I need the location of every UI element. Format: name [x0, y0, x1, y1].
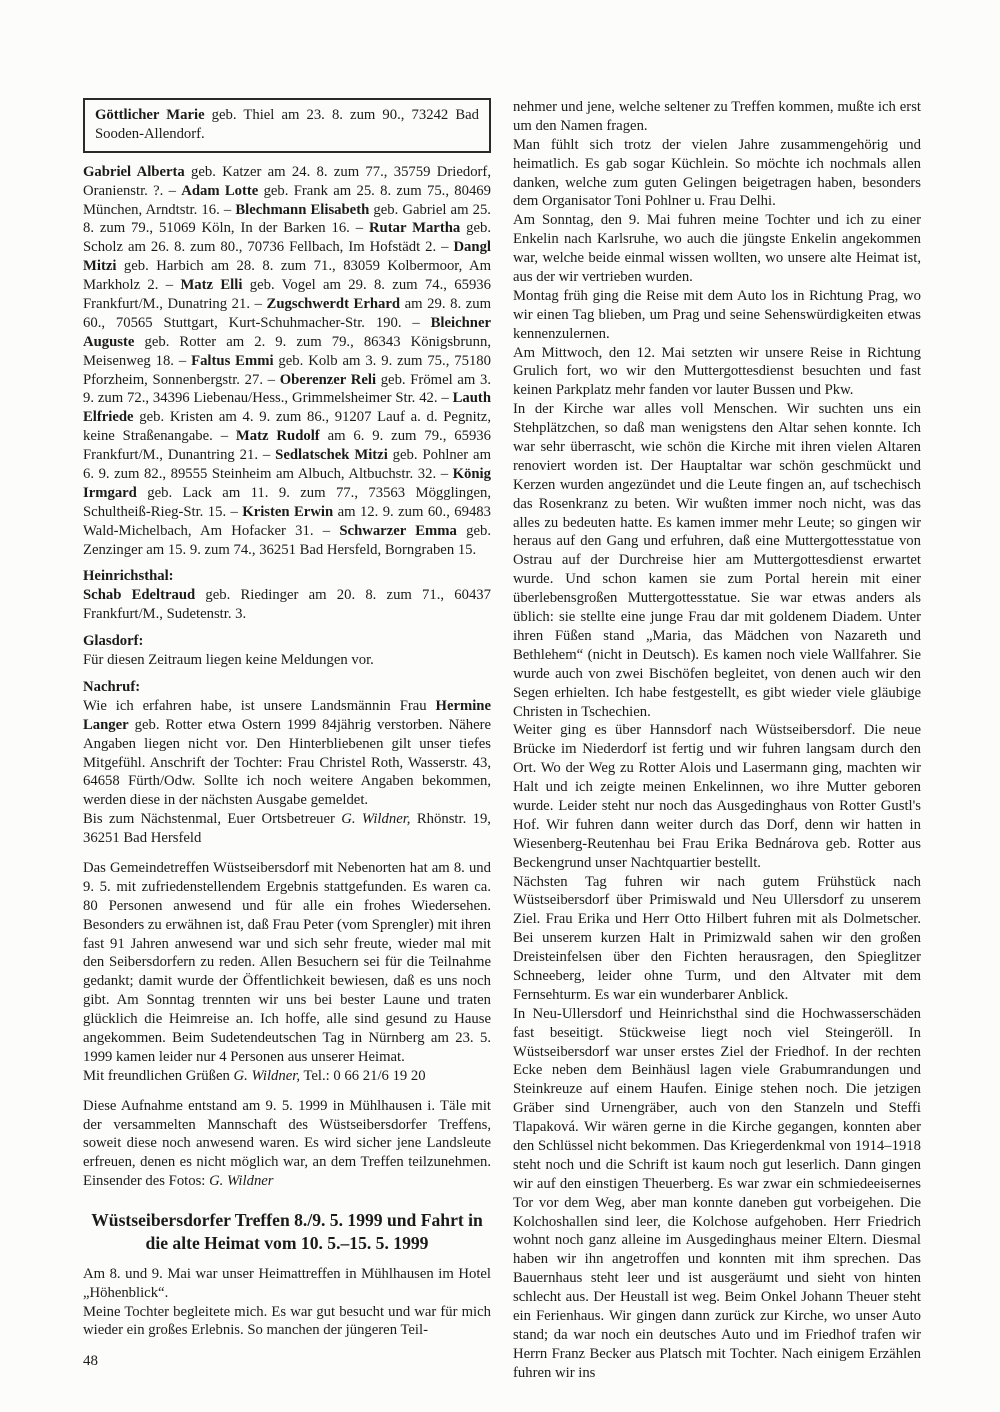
text-run: Diese Aufnahme entstand am 9. 5. 1999 in Mühlhausen i. Täle mit der versammelten Mannschaft des Wüstseibersdorfer Treffens, soweit diese noch anwesend waren. Es wird sicher jene Landsleute erfreuen, denen es nicht möglich war, an dem Treffen teilzunehmen. Einsender des Fotos:	[83, 1097, 491, 1190]
paragraph	[83, 1067, 491, 1086]
paragraph	[83, 810, 491, 848]
emphasized-text: Schab Edeltraud	[83, 587, 196, 604]
text-run: Am Mittwoch, den 12. Mai setzten wir unsere Reise in Richtung Grulich fort, wo wir den Muttergottesdienst besuchten und fast keinen Parkplatz mehr fanden vor lauter Bussen und Pkw.	[513, 344, 921, 399]
emphasized-text: Göttlicher Marie	[95, 107, 205, 123]
text-run: geb. Harbich am 28. 8. zum 71., 83059 Kolbermoor, Am Markholz 2. –	[83, 258, 491, 294]
text-run: geb. Vogel am 29. 8. zum 74., 65936 Frankfurt/M., Dunatring 21. –	[83, 277, 491, 313]
text-run: am 6. 9. zum 79., 65936 Frankfurt/M., Dunantring 21. –	[83, 428, 491, 464]
emphasized-text: Schwarzer Emma	[339, 522, 457, 539]
emphasized-text: Lauth Elfriede	[83, 390, 491, 426]
text-run: geb. Gabriel am 25. 8. zum 79., 51069 Köln, In der Barken 16. –	[83, 201, 491, 237]
article-title: Wüstseibersdorfer Treffen 8./9. 5. 1999 und Fahrt in die alte Heimat vom 10. 5.–15. 5. 1999	[91, 1210, 483, 1253]
italic-text: G. Wildner	[209, 1173, 274, 1190]
text-run: geb. Scholz am 26. 8. zum 80., 70736 Fellbach, Im Hofstädt 2. –	[83, 220, 491, 256]
text-run: Rhönstr. 19, 36251 Bad Hersfeld	[83, 811, 491, 847]
text-run: Das Gemeindetreffen Wüstseibersdorf mit Nebenorten hat am 8. und 9. 5. mit zufriedenstellendem Ergebnis stattgefunden. Es waren ca. 80 Personen anwesend und für alle ein frohes Wiedersehen. Besonders zu erwähnen ist, daß Frau Peter (vom Sprengler) mit ihren fast 91 Jahren anwesend war und sich sehr freute, wieder mal mit den Seibersdorfern zu reden. Allen Besuchern sei für die Teilnahme gedankt; damit wurde der Öffentlichkeit bewiesen, daß es uns noch gibt. Am Sonntag trennten wir uns bei bester Laune und traten glücklich die Heimreise an. Ich hoffe, alle sind gesund zu Hause angekommen. Beim Sudetendeutschen Tag in Nürnberg am 23. 5. 1999 kamen leider nur 4 Personen aus unserer Heimat.	[83, 859, 491, 1065]
emphasized-text: Dangl Mitzi	[83, 239, 491, 275]
paragraph	[513, 1005, 921, 1383]
paragraph	[513, 721, 921, 872]
text-run: geb. Frömel am 3. 9. zum 72., 34396 Liebenau/Hess., Grimmelsheimer Str. 42. –	[83, 371, 492, 407]
section-heading-glasdorf: Glasdorf:	[83, 633, 144, 650]
text-run: am 29. 8. zum 60., 70565 Stuttgart, Kurt-Schuhmacher-Str. 190. –	[83, 296, 491, 331]
text-run: geb. Kristen am 4. 9. zum 86., 91207 Lauf a. d. Pegnitz, keine Straßenangabe. –	[83, 409, 491, 445]
paragraph	[83, 1265, 491, 1303]
gemeindetreffen-report	[83, 859, 491, 1086]
text-run: geb. Rotter etwa Ostern 1999 84jährig verstorben. Nähere Angaben liegen nicht vor. Den Hinterbliebenen gilt unser tiefes Mitgefühl. Anschrift der Tochter: Frau Christel Roth, Wasserstr. 43, 64658 Fürth/Odw. Sollte ich noch weitere Angaben bekommen, werden diese in der nächsten Ausgabe gemeldet.	[83, 716, 491, 809]
paragraph	[513, 136, 921, 212]
heinrichsthal-entry	[83, 586, 491, 624]
text-run: Weiter ging es über Hannsdorf nach Wüstseibersdorf. Die neue Brücke im Niederdorf ist fertig und wir fuhren langsam durch den Ort. Wo der Weg zu Rotter Alois und Lasermann ging, machten wir Halt und ich zeigte meinen Enkelinnen, wo ihre Mutter geboren wurde. Leider steht nur noch das Ausgedinghaus von Rotter Gustl's Hof. Wir fuhren dann weiter durch das Dorf, denn wir hatten in Wiesenberg-Reutenhau bei Frau Erika Bednárova geb. Rotter aus Beckengrund unser Nachtquartier bestellt.	[513, 722, 921, 871]
birthday-highlight-box	[83, 98, 491, 153]
text-run: Wie ich erfahren habe, ist unsere Landsmännin Frau	[83, 697, 436, 714]
emphasized-text: Zugschwerdt Erhard	[266, 296, 401, 313]
text-run: In Neu-Ullersdorf und Heinrichsthal sind die Hochwasserschäden fast beseitigt. Stückweise liegt noch viel Steingeröll. In Wüstseibersdorf war unser erstes Ziel der Friedhof. In der rechten Ecke neben dem Beinhäusl lagen viele Grabumrandungen und Steinkreuze auf einem Haufen. Einige stehen noch. Die jetzigen Gräber sind Urnengräber, auch von den Stanzeln und Steffi Tlapaková. Wir wären gerne in die Kirche gegangen, konnten aber den Schlüssel nicht bekommen. Das Kriegerdenkmal von 1914–1918 steht noch und die Schrift ist kaum noch gut leserlich. Dann gingen wir auf den einstigen Theuerberg. Es war zwar ein schmiedeeisernes Tor vor dem Weg, aber man konnte daneben gut vorbeigehen. Die Kolchoshallen sind leer, die Kolchose aufgehoben. Herr Friedrich wohnt noch ganz alleine im Ausgedinghaus meiner Eltern. Diesmal haben wir ihn angetroffen und konnten mit ihm sprechen. Das Bauernhaus steht leer und ist ausgeräumt und sieht von hinten schlecht aus. Der Heustall ist weg. Beim Onkel Johann Theuer steht ein Ferienhaus. Wir gingen dann zurück zur Kirche, wo unser Auto stand; da war noch ein deutsches Auto und im Friedhof trafen wir Herrn Franz Becker aus Platsch mit Tochter. Nach einigem Erzählen fuhren wir ins	[513, 1005, 921, 1381]
section-heading-nachruf: Nachruf:	[83, 678, 141, 695]
paragraph	[513, 287, 921, 344]
emphasized-text: Kristen Erwin	[242, 503, 334, 520]
emphasized-text: Hermine Langer	[83, 697, 491, 733]
text-run: Meine Tochter begleitete mich. Es war gut besucht und war für mich wieder ein großes Erlebnis. So manchen der jüngeren Teil-	[83, 1303, 491, 1339]
emphasized-text: Rutar Martha	[368, 220, 461, 237]
nachruf-body	[83, 697, 491, 848]
text-run: am 12. 9. zum 60., 69483 Wald-Michelbach, Am Hofacker 31. –	[83, 503, 491, 539]
two-column-layout	[83, 98, 921, 1383]
emphasized-text: Sedlatschek Mitzi	[275, 447, 388, 464]
left-column	[83, 98, 491, 1383]
text-run: geb. Katzer am 24. 8. zum 77., 35759 Driedorf, Oranienstr. ?. –	[83, 163, 491, 199]
right-column	[513, 98, 921, 1383]
birthday-list	[83, 163, 491, 560]
text-run: Nächsten Tag fuhren wir nach gutem Frühstück nach Wüstseibersdorf über Primiswald und Neu Ullersdorf zu unserem Ziel. Frau Erika und Herr Otto Hilbert fuhren mit als Dolmetscher. Bei unserem kurzen Halt in Primizwald sahen wir den großen Dreisteinfelsen über den Fichten herausragen, den Spieglitzer Schneeberg, leider ohne Turm, und den Altvater mit dem Fernsehturm. Es war ein wunderbarer Anblick.	[513, 873, 921, 1003]
text-run: nehmer und jene, welche seltener zu Treffen kommen, mußte ich erst um den Namen fragen.	[513, 99, 921, 134]
paragraph	[83, 859, 491, 1067]
text-run: Am Sonntag, den 9. Mai fuhren meine Tochter und ich zu einer Enkelin nach Karlsruhe, wo auch die jüngste Enkelin angekommen war, welche beide einmal wissen wollten, wo unsere alte Heimat ist, aus der wir vertrieben wurden.	[513, 212, 921, 286]
photo-caption	[83, 1097, 491, 1191]
paragraph	[513, 873, 921, 1005]
paragraph	[513, 344, 921, 401]
emphasized-text: Matz Elli	[180, 277, 243, 294]
text-run: Am 8. und 9. Mai war unser Heimattreffen in Mühlhausen im Hotel „Höhenblick“.	[83, 1265, 491, 1301]
emphasized-text: Matz Rudolf	[235, 428, 320, 445]
glasdorf-entry: Für diesen Zeitraum liegen keine Meldungen vor.	[83, 652, 374, 669]
italic-text: G. Wildner,	[341, 811, 411, 828]
text-run: geb. Riedinger am 20. 8. zum 71., 60437 Frankfurt/M., Sudetenstr. 3.	[83, 587, 491, 623]
text-run: geb. Rotter am 2. 9. zum 79., 86343 Königsbrunn, Meisenweg 18. –	[83, 333, 491, 369]
paragraph	[83, 1303, 491, 1341]
section-heading-heinrichsthal: Heinrichsthal:	[83, 568, 174, 585]
emphasized-text: Blechmann Elisabeth	[235, 201, 370, 218]
text-run: Tel.: 0 66 21/6 19 20	[300, 1067, 426, 1084]
text-run: geb. Zenzinger am 15. 9. zum 74., 36251 Bad Hersfeld, Borngraben 15.	[83, 522, 491, 558]
emphasized-text: König Irmgard	[83, 466, 491, 501]
paragraph	[83, 697, 491, 810]
italic-text: G. Wildner,	[233, 1067, 301, 1084]
text-run: geb. Pohlner am 6. 9. zum 82., 89555 Steinheim am Albuch, Altbuchstr. 32. –	[83, 447, 492, 483]
emphasized-text: Faltus Emmi	[191, 352, 274, 369]
text-run: geb. Thiel am 23. 8. zum 90., 73242 Bad Sooden-Allendorf.	[95, 107, 480, 142]
text-run: Montag früh ging die Reise mit dem Auto los in Richtung Prag, wo wir einen Tag blieben, um Prag und seine Sehenswürdigkeiten etwas kennenzulernen.	[513, 287, 921, 342]
article-intro	[83, 1265, 491, 1341]
text-run: Bis zum Nächstenmal, Euer Ortsbetreuer	[83, 811, 342, 828]
text-run: Mit freundlichen Grüßen	[83, 1067, 234, 1084]
text-run: In der Kirche war alles voll Menschen. Wir suchten uns ein Stehplätzchen, so daß man wenigstens den Altar sehen konnte. Ich war sehr überrascht, wie schön die Kirche mit ihren vielen Altaren renoviert worden ist. Der Hauptaltar war schön geschmückt und Kerzen wurden angezündet und die Leute fingen an, auf tschechisch das Rosenkranz zu beten. Wir wußten immer noch nicht, was das alles zu bedeuten hatte. Es kamen immer mehr Leute; so gingen wir heraus auf den Gang und erfuhren, daß eine Muttergottesstatue von Ostrau auf der Durchreise hier am Muttergottesdienst erwartet wurde. Und schon kamen sie zum Portal herein mit einer überlebensgroßen Muttergottesstatue. Sie war etwas anders als üblich: sie stellte eine junge Frau dar mit goldenem Diadem. Unter ihren Füßen stand „Maria, das Mädchen von Nazareth und Bethlehem“ (nicht in Deutsch). Es kamen noch viele Wallfahrer. Sie wurde auch von zwei Bischöfen begleitet, von denen auch wir den Segen erhielten. Ich habe festgestellt, es gibt wieder viele gläubige Christen in Tschechien.	[513, 401, 921, 720]
emphasized-text: Bleichner Auguste	[83, 314, 491, 350]
emphasized-text: Gabriel Alberta	[83, 163, 185, 180]
text-run: geb. Kolb am 3. 9. zum 75., 75180 Pforzheim, Sonnenbergstr. 27. –	[83, 352, 491, 388]
emphasized-text: Adam Lotte	[181, 182, 259, 199]
paragraph	[83, 1097, 491, 1191]
birthday-highlight-text	[95, 106, 479, 144]
emphasized-text: Oberenzer Reli	[279, 371, 377, 388]
paragraph	[513, 211, 921, 287]
text-run: geb. Frank am 25. 8. zum 75., 80469 München, Arndtstr. 16. –	[83, 182, 491, 218]
paragraph	[513, 98, 921, 136]
page-number: 48	[83, 1353, 98, 1369]
text-run: geb. Lack am 11. 9. zum 77., 73563 Mögglingen, Schultheiß-Rieg-Str. 15. –	[83, 484, 491, 520]
paragraph	[513, 400, 921, 721]
text-run: Man fühlt sich trotz der vielen Jahre zusammengehörig und heimatlich. Es gab sogar Küchlein. So möchte ich nochmals allen danken, welche zum guten Gelingen beigetragen haben, besonders dem Organisator Toni Pohlner u. Frau Delhi.	[513, 136, 921, 210]
